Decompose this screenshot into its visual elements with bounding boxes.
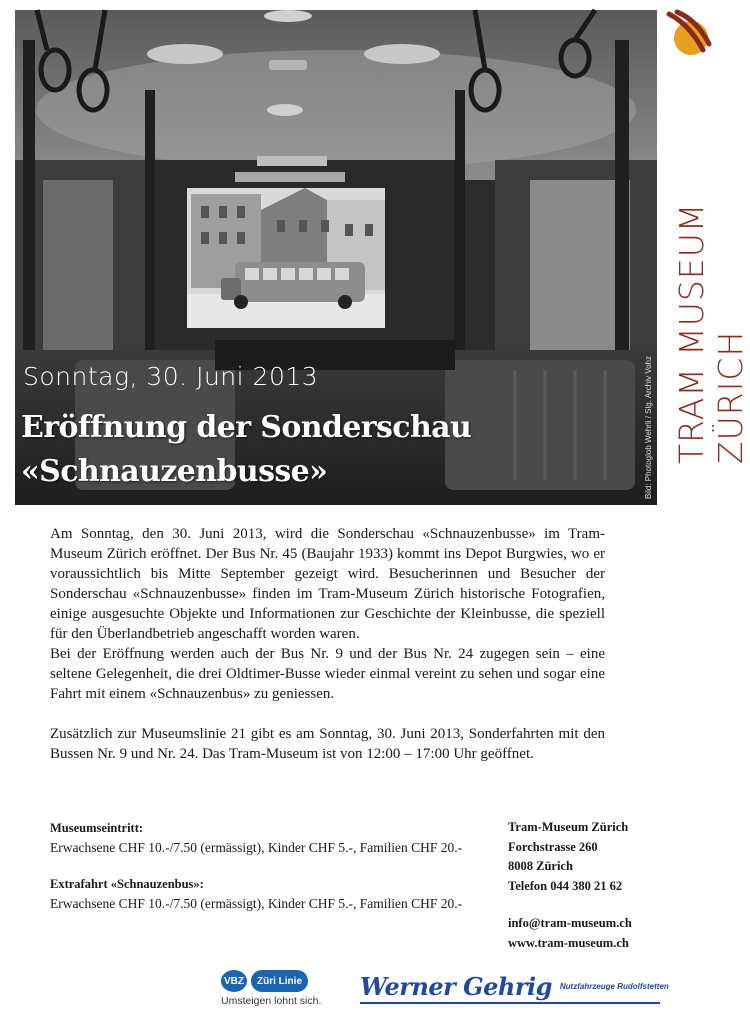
event-title [21, 406, 471, 494]
paragraph-intro: Am Sonntag, den 30. Juni 2013, wird die Sonderschau «Schnauzenbusse» im Tram-Museum Zürich eröffnet. Der Bus Nr. 45 (Baujahr 1933) kommt ins Depot Burgwies, wo er voraussichtlich bis Mitte September gezeigt wird. Besucherinnen und Besucher der Sonderschau «Schnauzenbusse» finden im Tram-Museum Zürich historische Fotografien, einige ausgesuchte Objekte und Informationen zur Geschichte der Kleinbusse, die speziell für den Überlandbetrieb angeschafft worden waren. [50, 526, 605, 642]
contact-phone: Telefon 044 380 21 62 [508, 878, 623, 893]
paragraph-opening: Bei der Eröffnung werden auch der Bus Nr. 9 und der Bus Nr. 24 zugegen sein – eine seltene Gelegenheit, die drei Oldtimer-Busse wieder einmal vereint zu sehen und sogar eine Fahrt mit einem «Schnauzenbus» zu geniessen. [50, 646, 605, 702]
hero-photo [15, 10, 657, 505]
event-date: Sonntag, 30. Juni 2013 [23, 362, 319, 391]
gehrig-sponsor [360, 972, 669, 1004]
gehrig-subtitle: Nutzfahrzeuge Rudolfstetten [559, 982, 669, 991]
price-info [50, 818, 490, 914]
vbz-logo-icon: VBZ [221, 970, 247, 992]
contact-web-link[interactable]: www.tram-museum.ch [508, 935, 629, 950]
tram-museum-logo-icon [663, 10, 713, 56]
vbz-sponsor [221, 970, 341, 1007]
zuri-linie-badge: Züri Linie [251, 970, 308, 992]
gehrig-underline [360, 1002, 660, 1004]
extra-ride-text: Erwachsene CHF 10.-/7.50 (ermässigt), Kinder CHF 5.-, Familien CHF 20.- [50, 896, 463, 911]
contact-street: Forchstrasse 260 [508, 839, 598, 854]
contact-email-link[interactable]: info@tram-museum.ch [508, 916, 632, 930]
paragraph-extra-rides: Zusätzlich zur Museumslinie 21 gibt es am Sonntag, 30. Juni 2013, Sonderfahrten mit den Bussen Nr. 9 und Nr. 24. Das Tram-Museum ist von 12:00 – 17:00 Uhr geöffnet. [50, 726, 605, 762]
contact-city: 8008 Zürich [508, 859, 573, 873]
admission-label: Museumseintritt: [50, 821, 144, 835]
extra-ride-label: Extrafahrt «Schnauzenbus»: [50, 877, 204, 891]
contact-block [508, 818, 708, 953]
title-line-2: «Schnauzenbusse» [21, 454, 328, 489]
brand-name: TRAM MUSEUM ZÜRICH [672, 202, 750, 464]
gehrig-logo: Werner Gehrig [360, 972, 552, 1001]
article-body [50, 524, 605, 784]
vbz-tagline: Umsteigen lohnt sich. [221, 995, 322, 1007]
contact-name: Tram-Museum Zürich [508, 820, 629, 834]
admission-text: Erwachsene CHF 10.-/7.50 (ermässigt), Kinder CHF 5.-, Familien CHF 20.- [50, 840, 463, 855]
photo-credit: Bild: Photoglob Wehrli / Slg. Archiv Vohz [644, 355, 653, 499]
title-line-1: Eröffnung der Sonderschau [21, 410, 472, 445]
